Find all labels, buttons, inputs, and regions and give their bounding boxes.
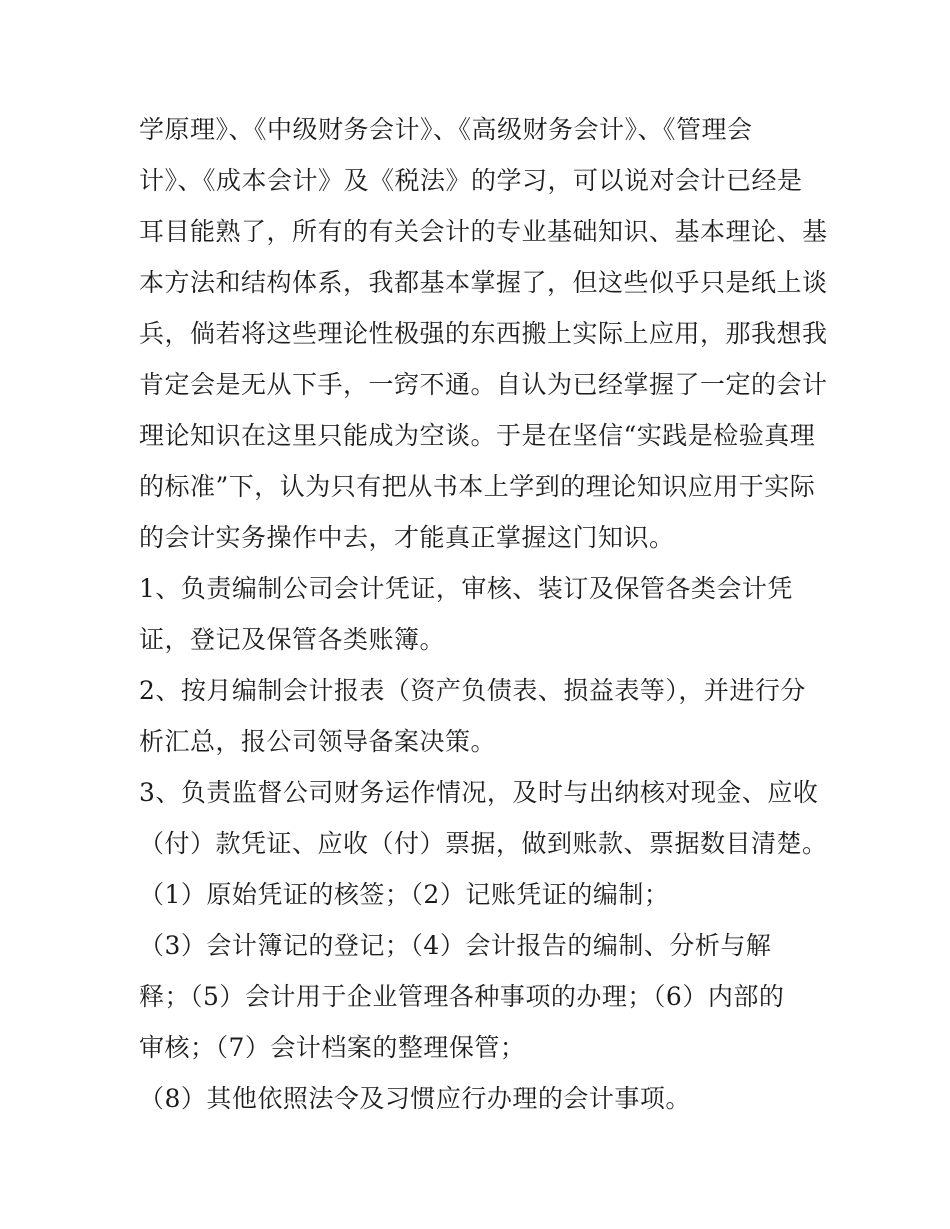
text-line: 计》、《成本会计》及《税法》的学习，可以说对会计已经是	[139, 166, 803, 195]
text-line: （3）会计簿记的登记；（4）会计报告的编制、分析与解	[139, 931, 772, 960]
text-line: 2、按月编制会计报表（资产负债表、损益表等），并进行分	[139, 676, 806, 705]
text-line: 1、负责编制公司会计凭证，审核、装订及保管各类会计凭	[139, 574, 793, 603]
text-line: （8）其他依照法令及习惯应行办理的会计事项。	[139, 1084, 691, 1113]
text-line: 审核；（7）会计档案的整理保管；	[139, 1033, 526, 1062]
text-line: 证，登记及保管各类账簿。	[139, 625, 446, 654]
text-line: （付）款凭证、应收（付）票据，做到账款、票据数目清楚。	[139, 829, 828, 858]
text-line: 3、负责监督公司财务运作情况，及时与出纳核对现金、应收	[139, 778, 819, 807]
text-line: 耳目能熟了，所有的有关会计的专业基础知识、基本理论、基	[139, 217, 828, 246]
text-line: 析汇总，报公司领导备案决策。	[139, 727, 497, 756]
text-line: （1）原始凭证的核签；（2）记账凭证的编制；	[139, 880, 670, 909]
text-line: 肯定会是无从下手，一窍不通。自认为已经掌握了一定的会计	[139, 370, 828, 399]
text-line: 学原理》、《中级财务会计》、《高级财务会计》、《管理会	[139, 115, 753, 144]
text-line: 释；（5）会计用于企业管理各种事项的办理；（6）内部的	[139, 982, 785, 1011]
text-line: 的标准”下，认为只有把从书本上学到的理论知识应用于实际	[139, 472, 816, 501]
text-line: 的会计实务操作中去，才能真正掌握这门知识。	[139, 523, 675, 552]
text-line: 理论知识在这里只能成为空谈。于是在坚信“实践是检验真理	[139, 421, 816, 450]
text-line: 兵，倘若将这些理论性极强的东西搬上实际上应用，那我想我	[139, 319, 828, 348]
text-line: 本方法和结构体系，我都基本掌握了，但这些似乎只是纸上谈	[139, 268, 828, 297]
